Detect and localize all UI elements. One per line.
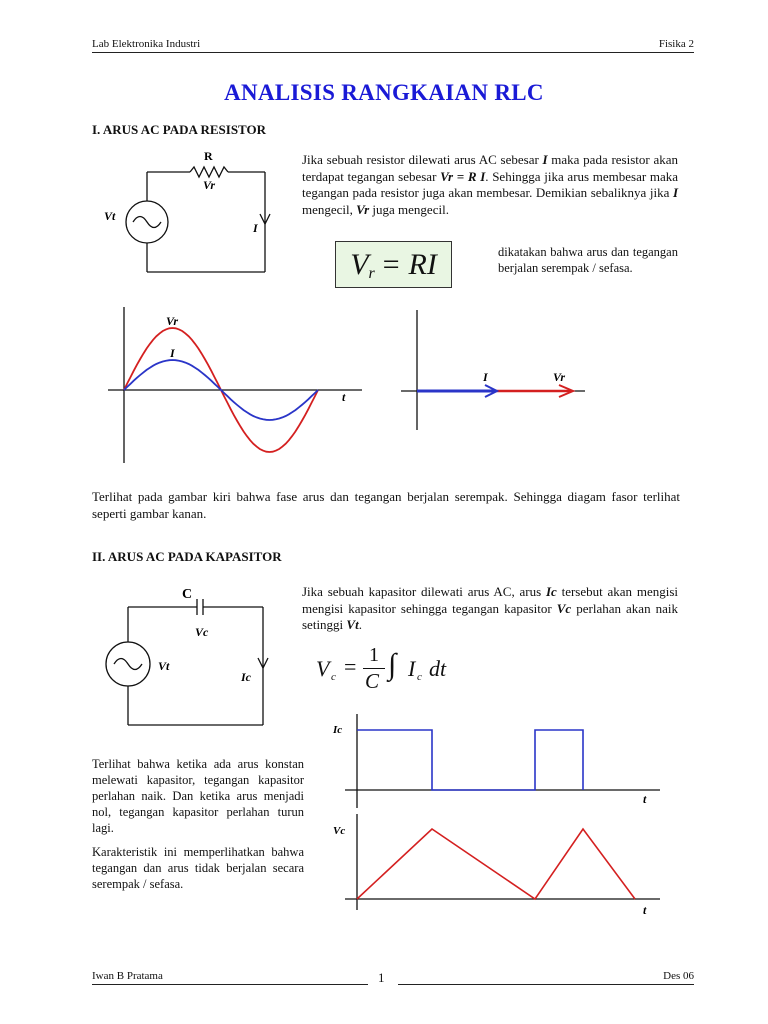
wave-label-vr: Vr [166, 314, 179, 328]
footer-rule-left [92, 984, 368, 985]
section-1-heading: I. ARUS AC PADA RESISTOR [92, 122, 266, 137]
capacitor-label-vt: Vt [158, 659, 170, 673]
resistor-label-i: I [253, 221, 258, 235]
ic-square-wave [357, 730, 583, 790]
capacitor-label-vc: Vc [195, 625, 209, 639]
equation-vc-integral: V c = 1 C ∫ I c dt [316, 644, 447, 693]
capacitor-label-c: C [182, 587, 193, 602]
section-2-paragraph: Jika sebuah kapasitor dilewati arus AC, arus Ic tersebut akan mengisi mengisi kapasitor sehingga tegangan kapasitor Vc perlahan akan naik setinggi Vt. [302, 584, 678, 632]
vc-triangle-wave [357, 829, 635, 899]
capacitor-circuit-diagram [100, 580, 280, 730]
footer-author: Iwan B Pratama [92, 970, 163, 982]
section-2-explanation: Terlihat bahwa ketika ada arus konstan melewati kapasitor, tegangan kapasitor perlahan naik. Dan ketika arus menjadi nol, tegangan kapasitor perlahan turun lagi. [92, 757, 304, 835]
ic-current-graph [325, 710, 665, 810]
resistor-circuit-diagram [100, 145, 280, 280]
footer-rule-right [398, 984, 694, 985]
graph-label-vc: Vc [333, 825, 346, 837]
section-1-paragraph: Jika sebuah resistor dilewati arus AC sebesar I maka pada resistor akan terdapat tegangan sebesar Vr = R I. Sehingga jika arus membesar maka tegangan pada resistor juga akan membesar. Demikian sebaliknya jika I mengecil, Vr juga mengecil. [302, 152, 679, 217]
footer-date: Des 06 [663, 970, 694, 982]
wave-label-t: t [342, 390, 346, 404]
resistor-waveform-plot [100, 305, 370, 465]
resistor-label-vr: Vr [203, 178, 216, 192]
equation-vr-ri: V r = RI [335, 241, 452, 288]
section-1-caption: Terlihat pada gambar kiri bahwa fase arus dan tegangan berjalan serempak. Sehingga diagam fasor terlihat seperti gambar kanan. [92, 489, 680, 521]
section-2-conclusion: Karakteristik ini memperlihatkan bahwa tegangan dan arus tidak berjalan secara serempak / sefasa. [92, 845, 304, 891]
resistor-phasor-diagram [395, 305, 590, 435]
graph-label-t1: t [643, 792, 647, 806]
section-2-heading: II. ARUS AC PADA KAPASITOR [92, 549, 282, 564]
capacitor-label-ic: Ic [241, 670, 251, 684]
graph-label-ic: Ic [333, 724, 343, 736]
header-right: Fisika 2 [658, 38, 694, 50]
phasor-label-i: I [483, 370, 488, 384]
resistor-label-r: R [204, 149, 213, 163]
phasor-label-vr: Vr [553, 370, 566, 384]
footer-page-number: 1 [378, 970, 385, 985]
vc-voltage-graph [325, 810, 665, 920]
header-left: Lab Elektronika Industri [92, 38, 201, 50]
graph-label-t2: t [643, 903, 647, 917]
wave-label-i: I [170, 346, 175, 360]
resistor-label-vt: Vt [104, 209, 116, 223]
section-1-side-note: dikatakan bahwa arus dan tegangan berjalan serempak / sefasa. [498, 245, 678, 275]
page-title: ANALISIS RANGKAIAN RLC [224, 80, 544, 105]
header-rule [92, 52, 694, 53]
